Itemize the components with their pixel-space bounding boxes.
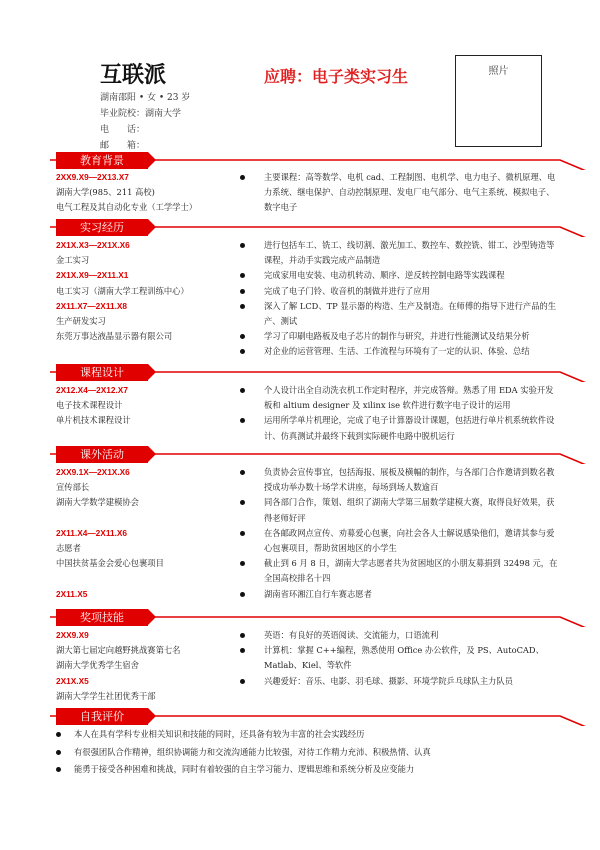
internship-title: 生产研发实习 xyxy=(56,316,106,327)
internship-company: 东莞万事达液晶显示器有限公司 xyxy=(56,331,173,342)
bullet-icon xyxy=(240,500,245,505)
list-item: 计算机：掌握 C++编程，熟悉使用 Office 办公软件，及 PS、AutoCAD、Matlab、Kiel、等软件 xyxy=(240,643,558,673)
activity-date: 2XX9.1X—2X1X.X6 xyxy=(56,467,130,477)
email-label: 邮 箱： xyxy=(100,141,146,151)
awards-date: 2X1X.X5 xyxy=(56,675,89,686)
bullet-icon xyxy=(240,418,245,423)
list-item: 进行包括车工、铣工、线切割、激光加工、数控车、数控铣、钳工、沙型铸造等课程，并动手实践完成产品制造 xyxy=(240,238,558,268)
bullet-icon xyxy=(240,304,245,309)
activity-role: 宣传部长 xyxy=(56,482,90,493)
candidate-name: 互联派 xyxy=(100,63,167,88)
internship-title: 电工实习（湖南大学工程训练中心） xyxy=(56,285,189,296)
bullet-icon xyxy=(240,175,245,180)
list-item: 学习了印刷电路板及电子芯片的制作与研究，并进行性能测试及结果分析 xyxy=(240,329,558,344)
bullet-icon xyxy=(240,349,245,354)
activity-date: 2X11.X5 xyxy=(56,588,88,599)
list-item: 湖南省环湘江自行车赛志愿者 xyxy=(240,587,558,602)
list-item: 主要课程：高等数学、电机 cad、工程制图、电机学、电力电子、微机原理、电力系统、继电保护、自动控制原理、发电厂电气部分、电气主系统、模拟电子、数字电子 xyxy=(240,170,558,216)
awards-left xyxy=(56,628,256,704)
bullet-icon xyxy=(240,633,245,638)
bullet-icon xyxy=(240,679,245,684)
course-right xyxy=(240,383,558,444)
bullet-icon xyxy=(56,732,61,737)
bullet-icon xyxy=(240,648,245,653)
list-item: 同各部门合作，策划、组织了湖南大学第三届数学建模大赛，取得良好效果，获得老师好评 xyxy=(240,495,558,525)
course-date: 2X12.X4—2X12.X7 xyxy=(56,385,128,395)
section-title-education: 教育背景 xyxy=(56,152,148,169)
course-left xyxy=(56,383,256,429)
list-item: 在各邮政网点宣传、劝募爱心包裹，向社会各人士解说感染他们，邀请其参与爱心包裹项目，帮助贫困地区的小学生 xyxy=(240,526,558,556)
list-item: 英语：有良好的英语阅读、交流能力，口语流利 xyxy=(240,628,558,643)
bullet-icon xyxy=(56,767,61,772)
phone-label: 电 话： xyxy=(100,125,146,135)
bullet-icon xyxy=(240,531,245,536)
section-title-awards: 奖项技能 xyxy=(56,609,148,626)
self-evaluation xyxy=(56,726,576,779)
course-title: 单片机技术课程设计 xyxy=(56,415,131,426)
list-item: 有很强团队合作精神，组织协调能力和交流沟通能力比较强，对待工作精力充沛、积极热情、认真 xyxy=(56,744,576,762)
awards-right xyxy=(240,628,558,689)
internship-date: 2X1X.X3—2X1X.X6 xyxy=(56,240,130,250)
activity-left xyxy=(56,465,256,602)
activity-date: 2X11.X4—2X11.X6 xyxy=(56,527,128,538)
photo-box xyxy=(455,55,542,147)
section-title-internship: 实习经历 xyxy=(56,219,148,236)
list-item: 运用所学单片机理论，完成了电子计算器设计课题，包括进行单片机系统软件设计、仿真测试并最终下载到实际硬件电路中脱机运行 xyxy=(240,413,558,443)
school-info: 毕业院校：湖南大学 xyxy=(100,109,182,119)
activity-right xyxy=(240,465,558,602)
list-item: 本人在具有学科专业相关知识和技能的同时，还具备有较为丰富的社会实践经历 xyxy=(56,726,576,744)
activity-org: 中国扶贫基金会爱心包裹项目 xyxy=(56,558,164,569)
internship-left xyxy=(56,238,256,344)
internship-date: 2X1X.X9—2X11.X1 xyxy=(56,270,129,281)
activity-role: 志愿者 xyxy=(56,543,81,553)
award-item: 湖南大学优秀学生宿舍 xyxy=(56,660,139,671)
bullet-icon xyxy=(240,561,245,566)
list-item: 对企业的运营管理、生活、工作流程与环境有了一定的认识、体验、总结 xyxy=(240,344,558,359)
bullet-icon xyxy=(240,592,245,597)
bullet-icon xyxy=(240,334,245,339)
list-item: 截止到 6 月 8 日，湖南大学志愿者共为贫困地区的小朋友募捐到 32498 元，在全国高校排名十四 xyxy=(240,556,558,586)
bullet-icon xyxy=(56,750,61,755)
education-school: 湖南大学(985、211 高校) xyxy=(56,187,155,198)
list-item: 深入了解 LCD、TP 显示器的构造、生产及制造。在师傅的指导下进行产品的生产、测试 xyxy=(240,299,558,329)
list-item: 能勇于接受各种困难和挑战，同时有着较强的自主学习能力、逻辑思维和系统分析及应变能力 xyxy=(56,761,576,779)
activity-org: 湖南大学数学建模协会 xyxy=(56,497,139,508)
section-title-self: 自我评价 xyxy=(56,708,148,725)
bullet-icon xyxy=(240,289,245,294)
bullet-icon xyxy=(240,243,245,248)
education-major: 电气工程及其自动化专业（工学学士） xyxy=(56,202,198,213)
basic-info: 湖南邵阳 • 女 • 23 岁 xyxy=(100,93,191,103)
list-item: 兴趣爱好：音乐、电影、羽毛球、摄影、环境学院乒乓球队主力队员 xyxy=(240,674,558,689)
bullet-icon xyxy=(240,470,245,475)
internship-right xyxy=(240,238,558,360)
list-item: 完成家用电安装、电动机转动、顺序、逆反转控制电路等实践课程 xyxy=(240,268,558,283)
internship-title: 金工实习 xyxy=(56,255,90,266)
list-item: 完成了电子门铃、收音机的制做并进行了应用 xyxy=(240,284,558,299)
award-item: 湖南大学学生社团优秀干部 xyxy=(56,690,156,701)
list-item: 个人设计出全自动洗衣机工作定时程序，并完成答辩。熟悉了用 EDA 实验开发板和 altium designer 及 xilinx ise 软件进行数字电子设计的运用 xyxy=(240,383,558,413)
award-item: 湖大第七届定向越野挑战赛第七名 xyxy=(56,645,181,656)
education-right xyxy=(240,170,558,216)
section-title-activity: 课外活动 xyxy=(56,446,148,463)
course-title: 电子技术课程设计 xyxy=(56,400,123,411)
bullet-icon xyxy=(240,273,245,278)
awards-date: 2XX9.X9 xyxy=(56,630,89,640)
education-date: 2XX9.X9—2X13.X7 xyxy=(56,172,129,182)
job-target: 应聘：电子类实习生 xyxy=(264,67,409,86)
section-title-course: 课程设计 xyxy=(56,364,148,381)
photo-label: 照片 xyxy=(488,66,509,77)
education-left xyxy=(56,170,256,216)
bullet-icon xyxy=(240,388,245,393)
list-item: 负责协会宣传事宜，包括海报、展板及横幅的制作，与各部门合作邀请到数名教授成功举办数十场学术讲座，每场到场人数逾百 xyxy=(240,465,558,495)
internship-date: 2X11.X7—2X11.X8 xyxy=(56,300,128,311)
